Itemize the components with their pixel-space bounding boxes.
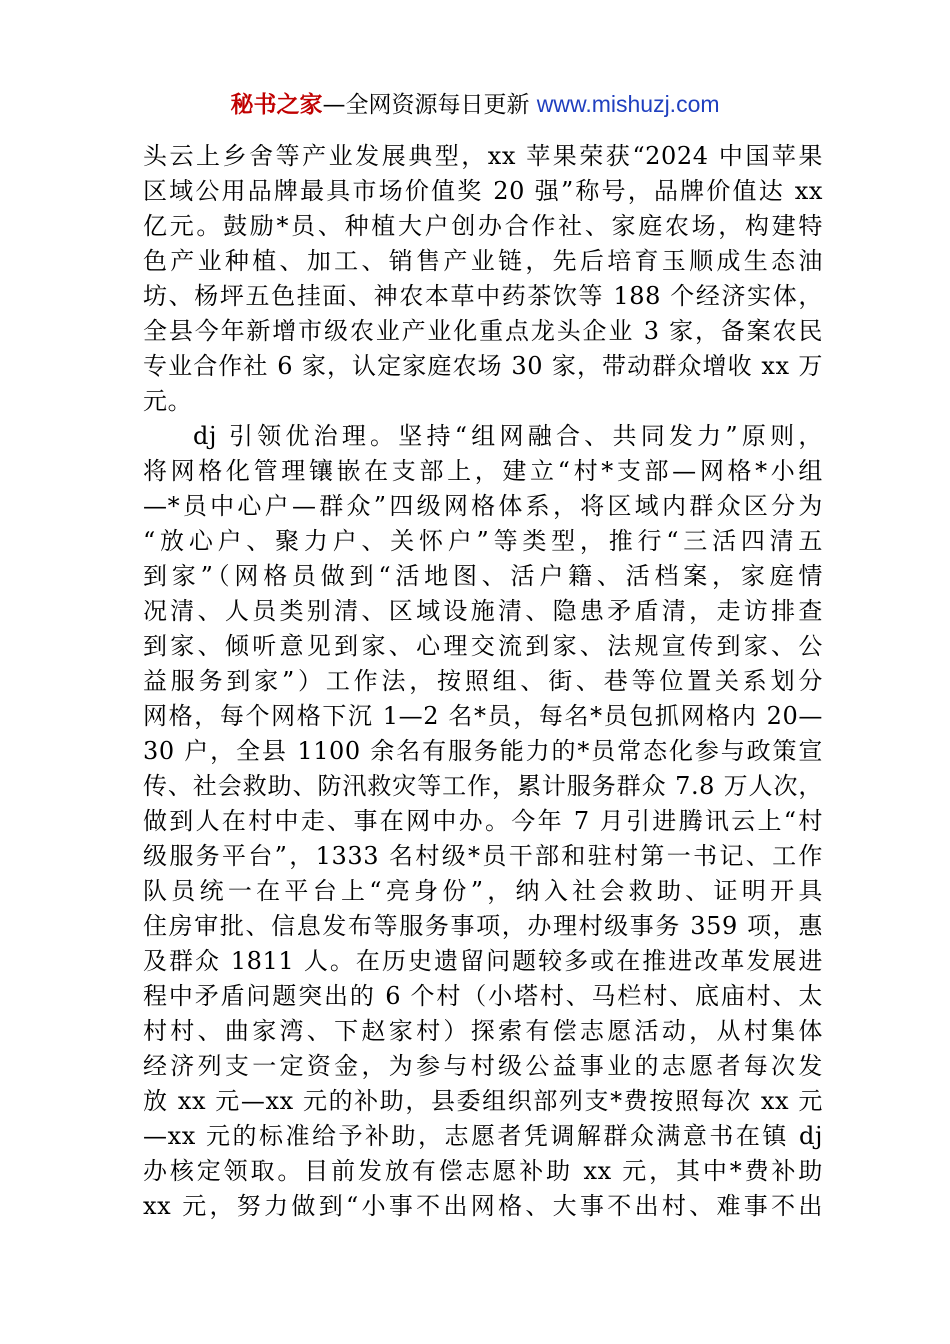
text-line: 程中矛盾问题突出的 6 个村（小塔村、马栏村、底庙村、太 xyxy=(143,982,823,1010)
text-line: 到家、倾听意见到家、心理交流到家、法规宣传到家、公 xyxy=(143,632,823,660)
text-line: “放心户、聚力户、关怀户”等类型，推行“三活四清五 xyxy=(143,527,823,555)
text-line: —xx 元的标准给予补助，志愿者凭调解群众满意书在镇 dj xyxy=(143,1122,823,1150)
text-line: 益服务到家”）工作法，按照组、街、巷等位置关系划分 xyxy=(143,667,823,695)
text-line: 亿元。鼓励*员、种植大户创办合作社、家庭农场，构建特 xyxy=(143,212,823,240)
text-line: 经济列支一定资金，为参与村级公益事业的志愿者每次发 xyxy=(143,1052,823,1080)
site-header xyxy=(0,86,950,123)
document-body xyxy=(143,139,823,1224)
text-line: 及群众 1811 人。在历史遗留问题较多或在推进改革发展进 xyxy=(143,947,823,975)
site-brand: 秘书之家 xyxy=(230,92,323,118)
text-line: 村村、曲家湾、下赵家村）探索有偿志愿活动，从村集体 xyxy=(143,1017,823,1045)
text-line: 30 户，全县 1100 余名有服务能力的*员常态化参与政策宣 xyxy=(143,737,823,765)
text-line: 色产业种植、加工、销售产业链，先后培育玉顺成生态油 xyxy=(143,247,823,275)
text-line: 到家”（网格员做到“活地图、活户籍、活档案，家庭情 xyxy=(143,562,823,590)
paragraph-1 xyxy=(143,139,823,419)
text-line: 网格，每个网格下沉 1—2 名*员，每名*员包抓网格内 20— xyxy=(143,702,823,730)
text-line: 队员统一在平台上“亮身份”，纳入社会救助、证明开具 xyxy=(143,877,823,905)
text-line: 区域公用品牌最具市场价值奖 20 强”称号，品牌价值达 xx xyxy=(143,177,823,205)
text-line: 传、社会救助、防汛救灾等工作，累计服务群众 7.8 万人次， xyxy=(143,772,823,800)
text-line: 况清、人员类别清、区域设施清、隐患矛盾清，走访排查 xyxy=(143,597,823,625)
text-line: 放 xx 元—xx 元的补助，县委组织部列支*费按照每次 xx 元 xyxy=(143,1087,823,1115)
paragraph-2 xyxy=(143,419,823,1224)
text-line: 专业合作社 6 家，认定家庭农场 30 家，带动群众增收 xx 万 xyxy=(143,352,823,380)
site-url-link[interactable]: www.mishuzj.com xyxy=(536,91,720,117)
text-line: dj 引领优治理。坚持“组网融合、共同发力”原则， xyxy=(193,422,823,450)
text-line: 住房审批、信息发布等服务事项，办理村级事务 359 项，惠 xyxy=(143,912,823,940)
text-line: 头云上乡舍等产业发展典型，xx 苹果荣获“2024 中国苹果 xyxy=(143,142,823,170)
text-line: 做到人在村中走、事在网中办。今年 7 月引进腾讯云上“村 xyxy=(143,807,823,835)
text-line: 级服务平台”，1333 名村级*员干部和驻村第一书记、工作 xyxy=(143,842,823,870)
text-line: xx 元，努力做到“小事不出网格、大事不出村、难事不出 xyxy=(143,1192,823,1220)
text-line: 将网格化管理镶嵌在支部上，建立“村*支部—网格*小组 xyxy=(143,457,823,485)
text-line: 全县今年新增市级农业产业化重点龙头企业 3 家，备案农民 xyxy=(143,317,823,345)
text-line: —*员中心户—群众”四级网格体系，将区域内群众区分为 xyxy=(143,492,823,520)
text-line: 坊、杨坪五色挂面、神农本草中药茶饮等 188 个经济实体， xyxy=(143,282,823,310)
text-line: 办核定领取。目前发放有偿志愿补助 xx 元，其中*费补助 xyxy=(143,1157,823,1185)
site-tagline: —全网资源每日更新 xyxy=(322,92,537,118)
text-line: 元。 xyxy=(143,387,193,415)
